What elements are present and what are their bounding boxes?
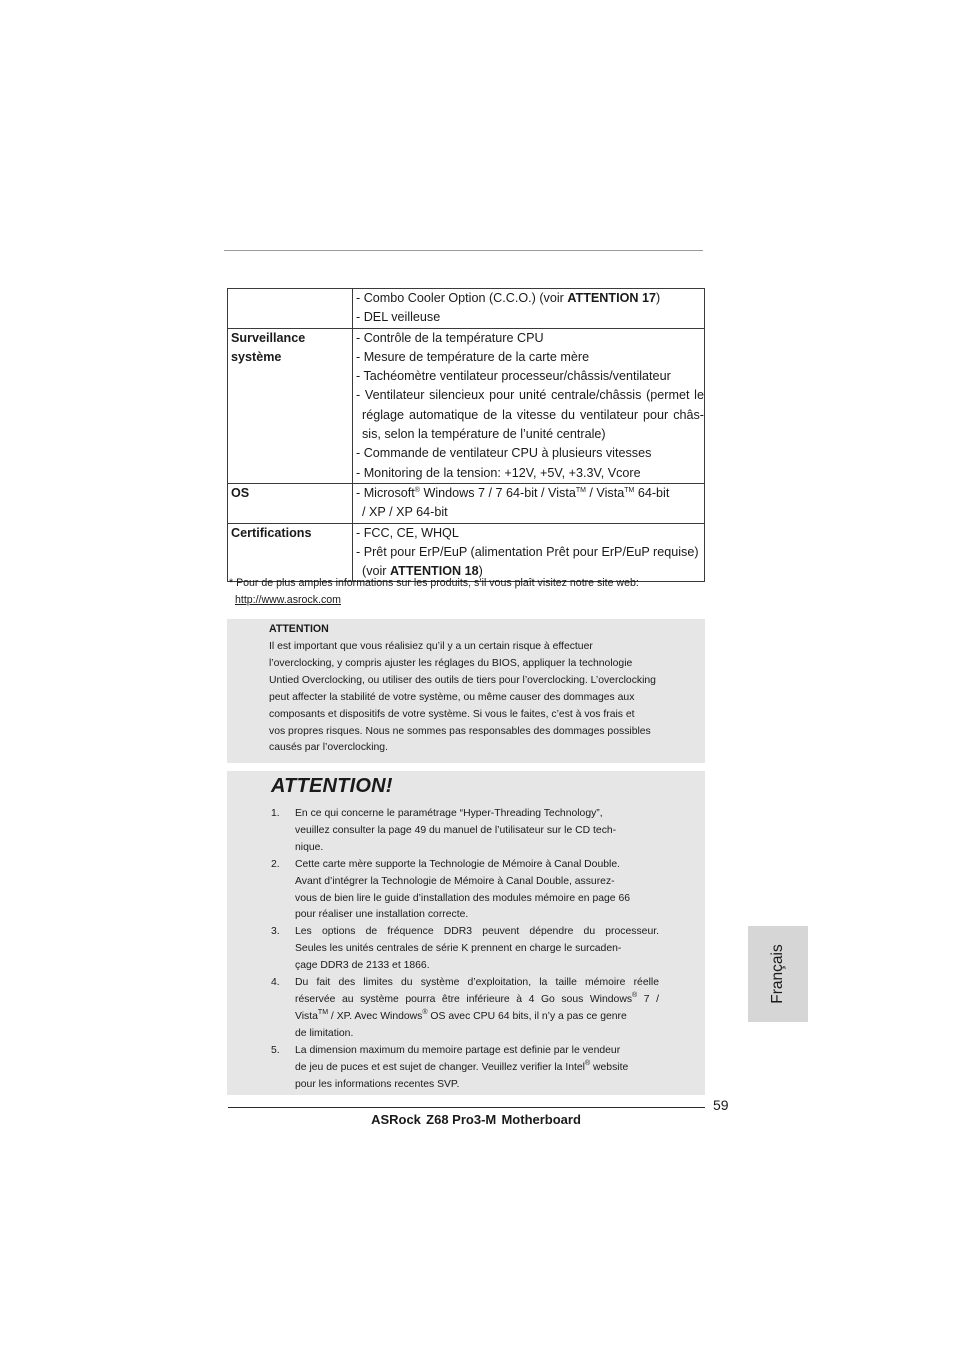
row-label: Certifications	[228, 523, 353, 582]
attention-list	[271, 806, 659, 1093]
list-item: 4. Du fait des limites du système d’exploitation, la taille mémoire réelle réservée au système pourra être inférieure à 4 Go sous Windows® 7 / Vista™ / XP. Avec Windows® OS avec CPU 64 bits, il n’y a pas ce genre de limitation.	[271, 977, 659, 1039]
row-label: Surveillance système	[228, 328, 353, 483]
table-row	[228, 483, 705, 523]
table-row	[228, 328, 705, 483]
attention-box	[227, 771, 705, 1095]
list-item: 2. Cette carte mère supporte la Technologie de Mémoire à Canal Double. Avant d’intégrer la Technologie de Mémoire à Canal Double, assurez- vous de bien lire le guide d’installation des modules mémoire en page 66 pour réaliser une installation correcte.	[271, 858, 631, 921]
list-item: 5. La dimension maximum du memoire partage est definie par le vendeur de jeu de puces et est sujet de changer. Veuillez verifier la Intel® website pour les informations recentes SVP.	[271, 1044, 629, 1090]
website-link[interactable]: http://www.asrock.com	[235, 594, 341, 606]
row-value: - Combo Cooler Option (C.C.O.) (voir ATTENTION 17) - DEL veilleuse	[353, 289, 705, 329]
language-tab	[748, 926, 808, 1022]
attention-heading: ATTENTION!	[271, 775, 393, 797]
footer-rule	[228, 1107, 705, 1108]
footnote	[229, 575, 705, 609]
table-row	[228, 289, 705, 329]
row-label: OS	[228, 483, 353, 523]
warning-body: Il est important que vous réalisiez qu’il y a un certain risque à effectuer l’overclocking, y compris ajuster les réglages du BIOS, appliquer la technologie Untied Overclocking, ou utiliser des outils de tiers pour l’overclocking. L’overclocking peut affecter la stabilité de votre système, ou même causer des dommages aux composants et dispositifs de votre système. Si vous le faites, c’est à vos frais et vos propres risques. Nous ne sommes pas responsables des dommages possibles causés par l’overclocking.	[269, 641, 656, 754]
row-label	[228, 289, 353, 329]
page-number: 59	[713, 1097, 729, 1113]
list-item: 3. Les options de fréquence DDR3 peuvent dépendre du processeur. Seules les unités centrales de série K prennent en charge le surcaden- çage DDR3 de 2133 et 1866.	[271, 926, 659, 972]
overclocking-warning-box	[227, 619, 705, 763]
language-label: Français	[769, 944, 786, 1004]
spec-table	[227, 288, 705, 582]
footnote-text: * Pour de plus amples informations sur les produits, s’il vous plaît visitez notre site web:	[229, 577, 639, 589]
list-item: 1. En ce qui concerne le paramétrage “Hyper-Threading Technology”, veuillez consulter la page 49 du manuel de l’utilisateur sur le CD tech- nique.	[271, 808, 617, 853]
warning-title: ATTENTION	[269, 623, 329, 635]
row-value: - Contrôle de la température CPU - Mesure de température de la carte mère - Tachéomètre ventilateur processeur/châssis/ventilateur - Ventilateur silencieux pour unité centrale/châssis (permet le réglage automatique de la vitesse du ventilateur pour châs- sis, selon la température de l’unité centrale) - Commande de ventilateur CPU à plusieurs vitesses - Monitoring de la tension: +12V, +5V, +3.3V, Vcore	[353, 328, 705, 483]
header-rule	[224, 250, 703, 251]
footer-title: ASRock Z68 Pro3-M Motherboard	[371, 1112, 581, 1127]
table-row	[228, 523, 705, 582]
row-value: - FCC, CE, WHQL - Prêt pour ErP/EuP (alimentation Prêt pour ErP/EuP requise) (voir ATTENTION 18)	[353, 523, 705, 582]
row-value: - Microsoft® Windows 7 / 7 64-bit / Vista™ / Vista™ 64-bit / XP / XP 64-bit	[353, 483, 705, 523]
